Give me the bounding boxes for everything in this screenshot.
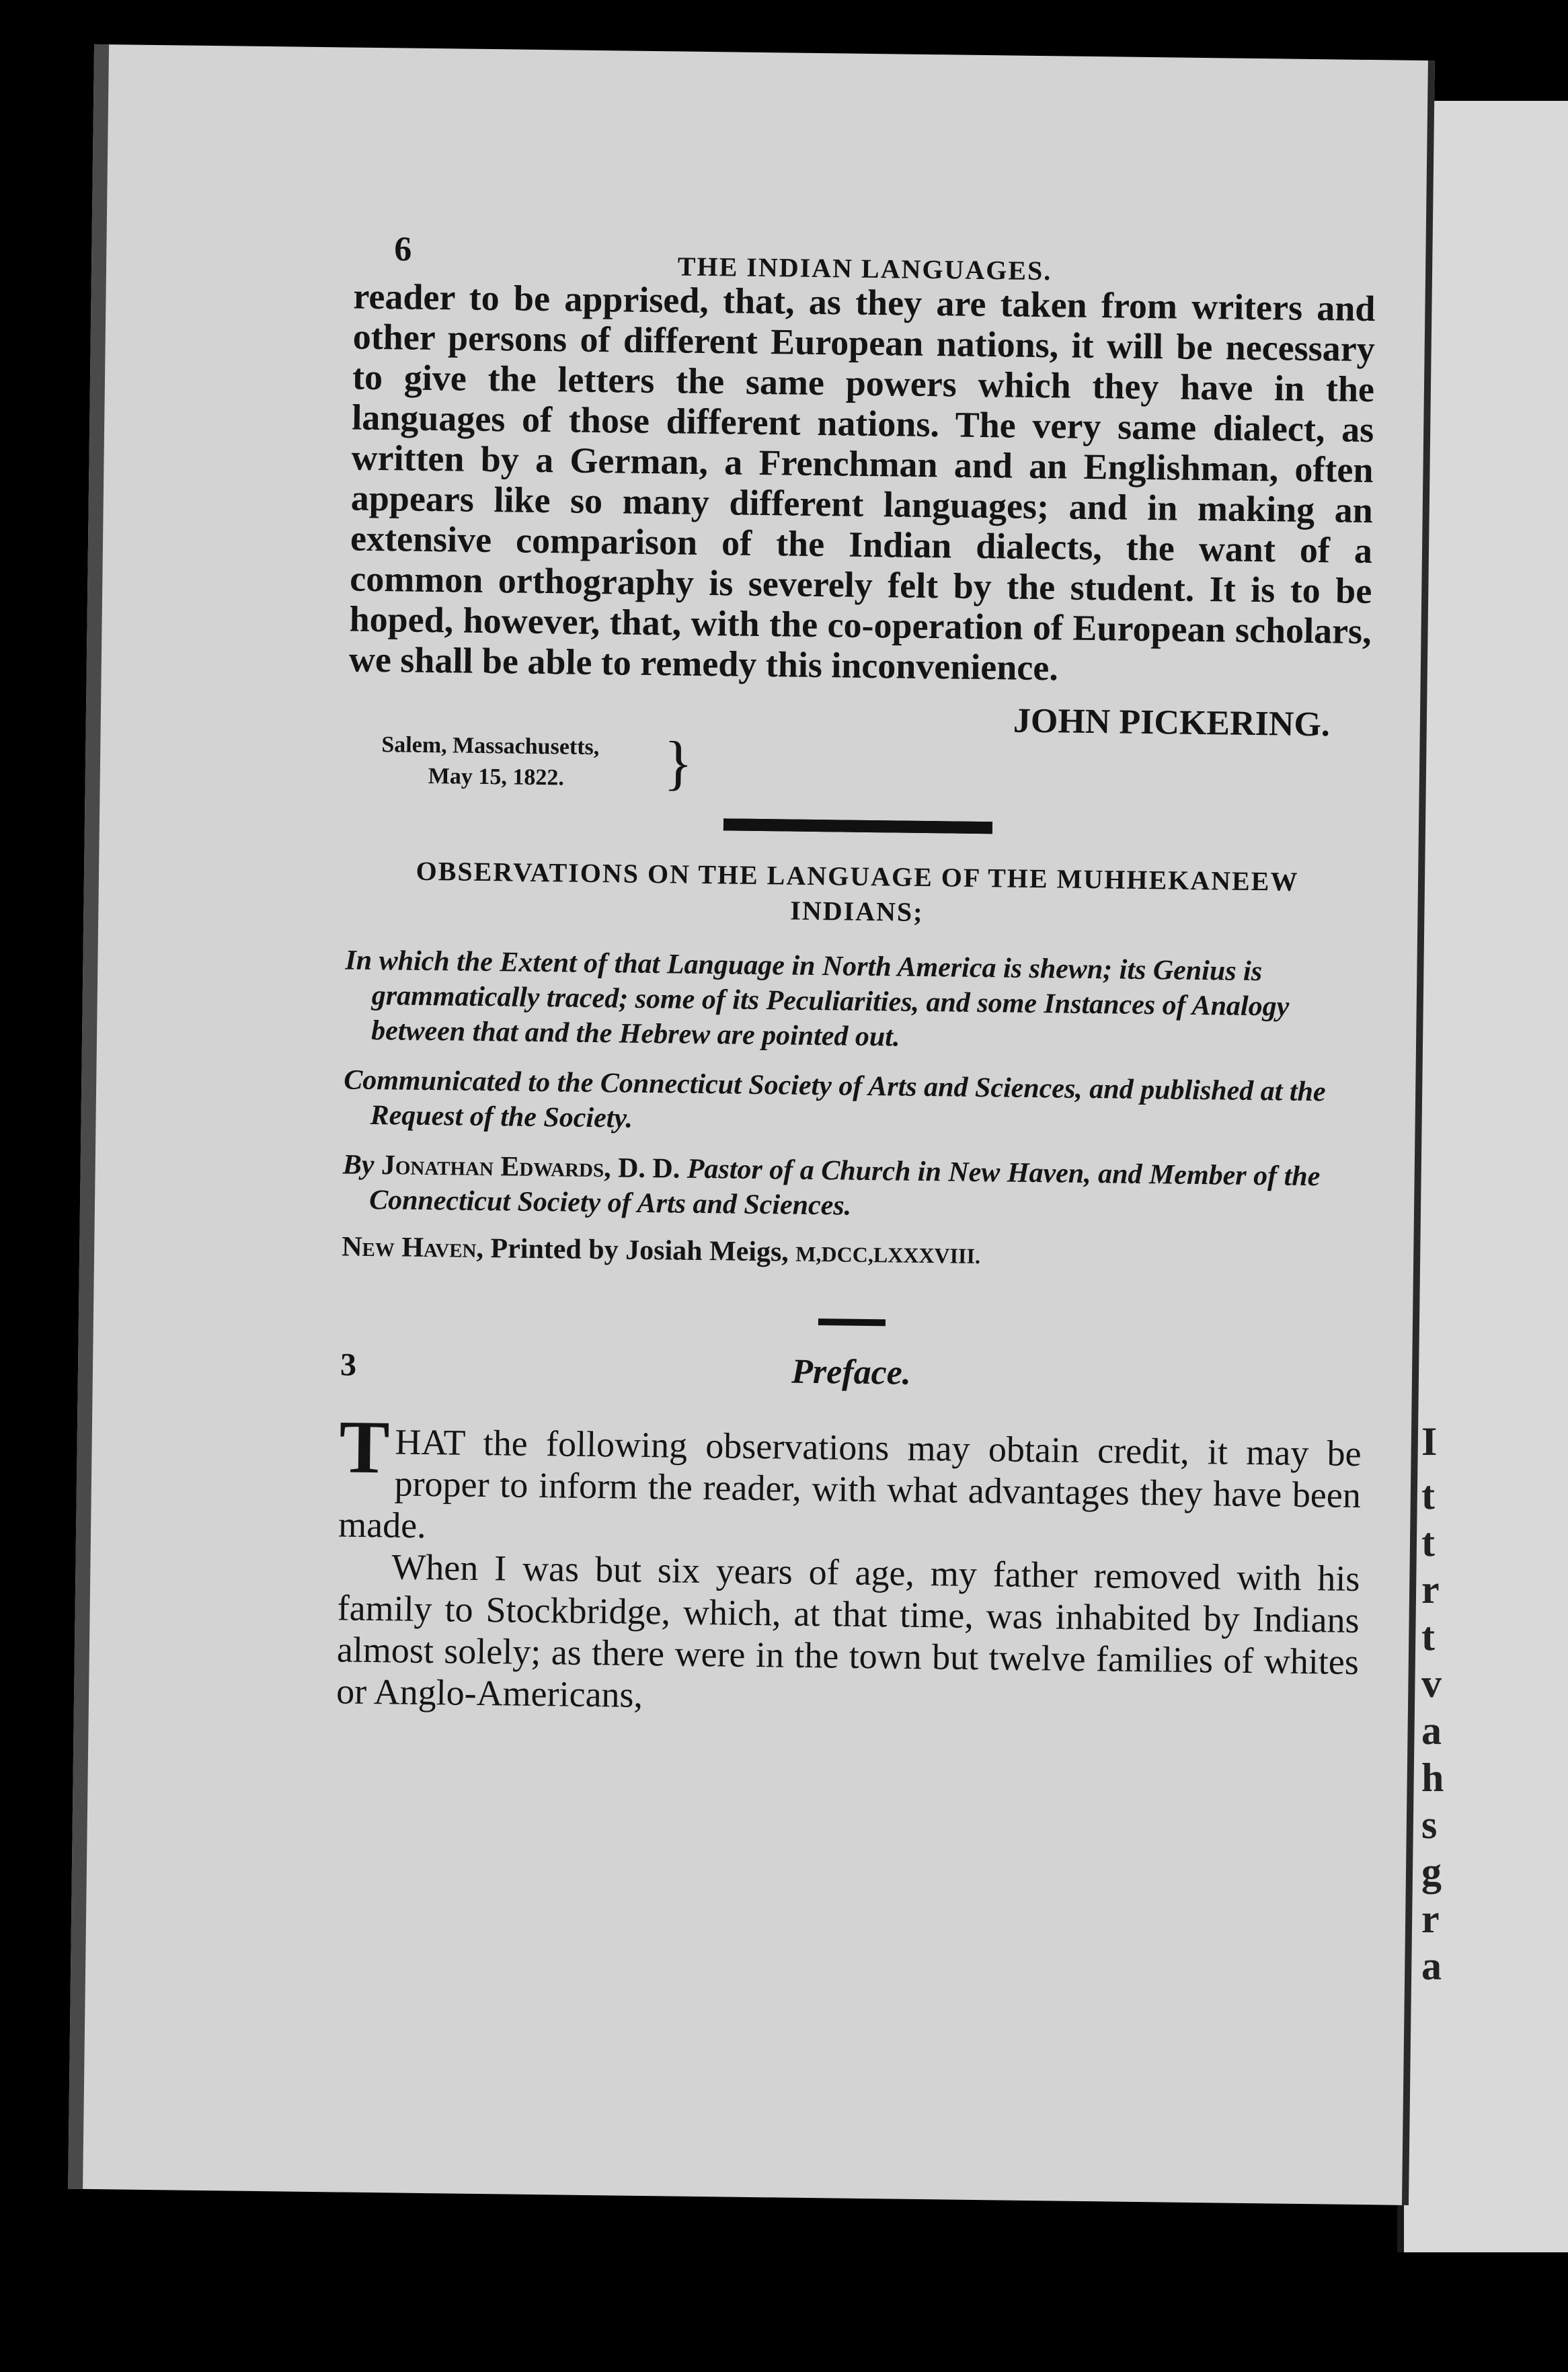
author-role: Pastor of a Church in New Haven, and Member of the Connecticut Society of Arts and Sciences.	[368, 1153, 1321, 1222]
section-divider	[723, 818, 992, 834]
communicated-note: Communicated to the Connecticut Society of Arts and Sciences, and published at the Request of the Society.	[343, 1064, 1326, 1134]
brace-glyph: }	[663, 729, 693, 797]
preface-paragraph-1	[338, 1405, 1362, 1558]
edge-letter: a	[1421, 1708, 1442, 1753]
preface-heading	[340, 1346, 1362, 1413]
preface-p1-text: HAT the following observations may obtain credit, it may be proper to inform the reader, with what advantages they have been made.	[338, 1421, 1362, 1546]
edge-letter: v	[1421, 1661, 1442, 1706]
edge-letter: I	[1421, 1419, 1438, 1464]
edge-letter: t	[1421, 1520, 1435, 1565]
page-number: 6	[394, 230, 412, 269]
imprint-year: M,DCC,LXXXVIII.	[795, 1241, 981, 1269]
edge-letter: g	[1421, 1850, 1442, 1894]
dateline	[381, 729, 693, 797]
dateline-place: Salem, Massachusetts,	[381, 732, 600, 760]
drop-cap: T	[338, 1405, 391, 1490]
dateline-date: May 15, 1822.	[428, 763, 565, 791]
edge-letter: t	[1421, 1614, 1435, 1659]
intro-paragraph: reader to be apprised, that, as they are taken from writers and other persons of different European nations, it will be necessary to give the letters the same powers which they have in the languages of those different nations. The very same dialect, as written by a German, a Frenchman and an Englishman, often appears like so many different languages; and in making an extensive comparison of the Indian dialects, the want of a common orthography is severely felt by the student. It is to be hoped, however, that, with the co-operation of European scholars, we shall be able to remedy this inconvenience.	[348, 276, 1376, 688]
signature-name: JOHN PICKERING.	[1013, 701, 1331, 744]
preface-title: Preface.	[791, 1352, 912, 1392]
by-prefix: By	[342, 1149, 375, 1181]
imprint-place: New Haven,	[341, 1231, 484, 1265]
edge-letter: s	[1421, 1803, 1438, 1847]
edge-letter: t	[1421, 1473, 1435, 1517]
edge-letter: r	[1421, 1567, 1440, 1612]
page-content	[336, 182, 1377, 1725]
observations-title-line2: INDIANS;	[790, 895, 924, 927]
author-line	[342, 1147, 1365, 1230]
edge-letter: r	[1421, 1897, 1440, 1941]
edge-letter: h	[1421, 1755, 1444, 1800]
observations-title-line1: OBSERVATIONS ON THE LANGUAGE OF THE MUHHEKANEEW	[416, 855, 1299, 897]
page-header	[354, 182, 1376, 286]
observations-title	[346, 853, 1368, 935]
preface-paragraph-2: When I was but six years of age, my father removed with his family to Stockbridge, which, at that time, was inhabited by Indians almost solely; as there were in the town but twelve families of whites or Anglo-Americans,	[336, 1546, 1360, 1715]
imprint-line	[342, 1229, 1364, 1278]
imprint-printer: Printed by Josiah Meigs,	[490, 1233, 789, 1268]
signature-block	[348, 693, 1371, 800]
observations-subtitle: In which the Extent of that Language in North America is shewn; its Genius is grammatically traced; some of its Peculiarities, and some Instances of Analogy between that and the Hebrew are pointed out.	[345, 945, 1290, 1053]
edge-letter: a	[1421, 1944, 1442, 1988]
running-head: THE INDIAN LANGUAGES.	[677, 251, 1052, 286]
author-name: Jonathan Edwards, D. D.	[381, 1150, 680, 1185]
short-divider	[818, 1318, 886, 1326]
preface-page-number: 3	[340, 1347, 357, 1383]
book-page	[68, 44, 1438, 2205]
